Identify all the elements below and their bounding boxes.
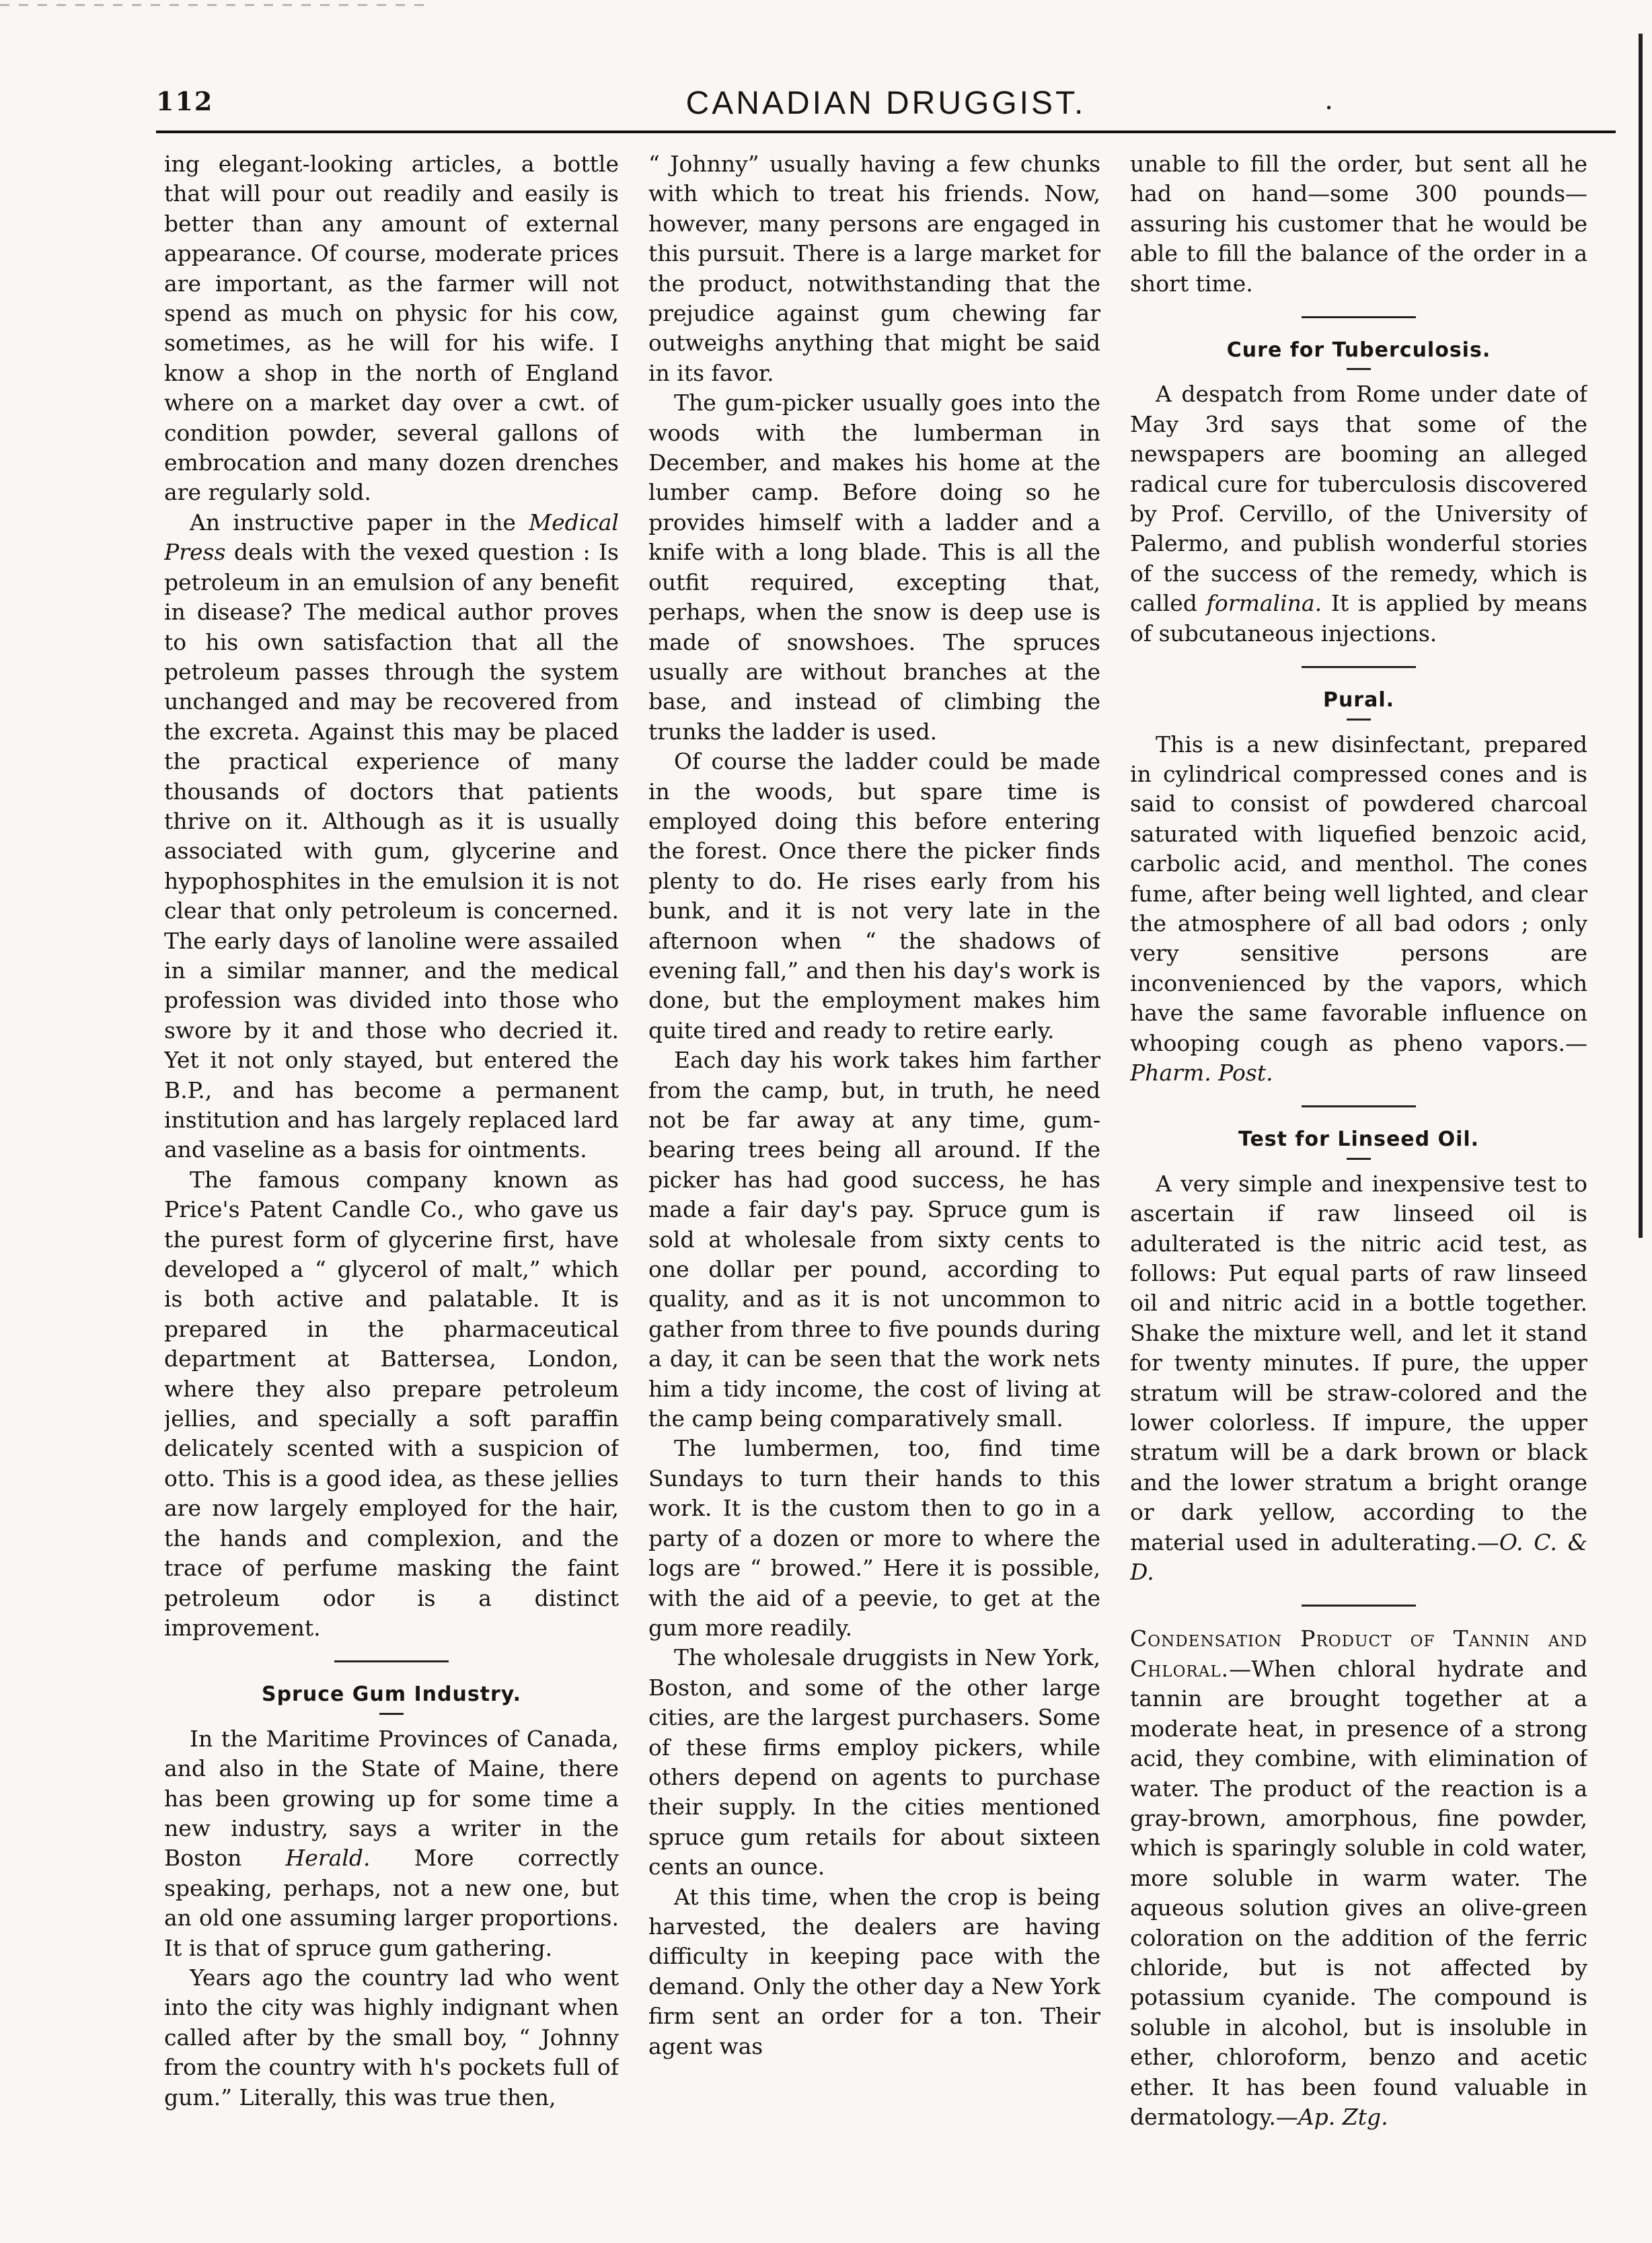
source-citation: Ap. Ztg. bbox=[1298, 2103, 1388, 2130]
italic-term: formalina. bbox=[1206, 590, 1322, 617]
text-run: A despatch from Rome under date of May 3rd says that some of the newspapers are booming an alleged radical cure for tuberculosis discovered by Prof. Cervillo, of the University of Palermo, and publish wonderful stories of the success of the remedy, which is called bbox=[1130, 381, 1587, 617]
paragraph bbox=[1130, 1169, 1587, 1588]
paragraph: At this time, when the crop is being harvested, the dealers are having difficulty in keeping pace with the demand. Only the other day a New York firm sent an order for a ton. Their agent was bbox=[648, 1883, 1100, 2059]
section-heading: Cure for Tuberculosis. bbox=[1226, 338, 1491, 363]
page-header bbox=[156, 85, 1616, 133]
section-divider bbox=[1302, 1105, 1416, 1107]
running-head: CANADIAN DRUGGIST. bbox=[685, 85, 1086, 121]
page-number: 112 bbox=[156, 86, 214, 116]
paragraph: Years ago the country lad who went into the city was highly indignant when called after by the small boy, “ Johnny from the country with h's pockets full of gum.” Literally, this was true then, bbox=[164, 1964, 619, 2110]
heading-rule bbox=[379, 1713, 404, 1715]
section-heading: Pural. bbox=[1322, 688, 1395, 712]
section-divider bbox=[334, 1660, 449, 1662]
text-run: More correctly speaking, perhaps, not a new one, but an old one assuming larger proportions. It is that of spruce gum gathering. bbox=[164, 1845, 619, 1961]
paragraph: ing elegant-looking articles, a bottle that will pour out readily and easily is better than any amount of external appearance. Of course, moderate prices are important, as the farmer will not spend as much on physic for his cow, sometimes, as he will for his wife. I know a shop in the north of England where on a market day over a cwt. of condition powder, several gallons of embrocation and many dozen drenches are regularly sold. bbox=[164, 151, 619, 506]
source-citation: O. C. & D. bbox=[1130, 1529, 1587, 1586]
header-rule bbox=[156, 131, 1616, 133]
paragraph: The lumbermen, too, find time Sundays to turn their hands to this work. It is the custom then to go in a party of a dozen or more to where the logs are “ browed.” Here it is possible, with the aid of a peevie, to get at the gum more readily. bbox=[648, 1435, 1100, 1641]
paragraph: “ Johnny” usually having a few chunks with which to treat his friends. Now, however, many persons are engaged in this pursuit. There is a large market for the product, notwithstanding that the prejudice against gum chewing far outweighs anything that might be said in its favor. bbox=[648, 151, 1100, 386]
heading-rule bbox=[1347, 368, 1371, 370]
text-run: —When chloral hydrate and tannin are brought together at a moderate heat, in presence of a strong acid, they combine, with elimination of water. The product of the reaction is a gray-brown, amorphous, fine powder, which is sparingly soluble in cold water, more soluble in warm water. The aqueous solution gives an olive-green coloration on the addition of the ferric chloride, but is not affected by potassium cyanide. The compound is soluble in alcohol, but is insoluble in ether, chloroform, benzo and acetic ether. It has been found valuable in dermatology.— bbox=[1130, 1655, 1587, 2130]
paragraph: The gum-picker usually goes into the woods with the lumberman in December, and makes his home at the lumber camp. Before doing so he provides himself with a ladder and a knife with a long blade. This is all the outfit required, excepting that, perhaps, when the snow is deep use is made of snowshoes. The spruces usually are without branches at the base, and instead of climbing the trunks the ladder is used. bbox=[648, 390, 1100, 745]
heading-rule bbox=[1347, 1158, 1371, 1160]
paragraph: Each day his work takes him farther from the camp, but, in truth, he need not be far away at any time, gum-bearing trees being all around. If the picker has had good success, he has made a fair day's pay. Spruce gum is sold at wholesale from sixty cents to one dollar per pound, according to quality, and as it is not uncommon to gather from three to five pounds during a day, it can be seen that the work nets him a tidy income, the cost of living at the camp being comparatively small. bbox=[648, 1047, 1100, 1432]
heading-rule bbox=[1347, 719, 1371, 721]
paragraph bbox=[1130, 730, 1587, 1089]
paragraph bbox=[164, 1724, 619, 1963]
column-3 bbox=[1130, 149, 1587, 2208]
header-mark: . bbox=[1324, 85, 1333, 116]
publication-name: Herald. bbox=[285, 1845, 371, 1872]
source-citation: Pharm. Post. bbox=[1130, 1059, 1273, 1086]
scan-noise bbox=[0, 4, 430, 6]
paragraph bbox=[164, 508, 619, 1165]
paragraph: The wholesale druggists in New York, Boston, and some of the other large cities, are the largest purchasers. Some of these firms employ pickers, while others depend on agents to purchase their supply. In the cities mentioned spruce gum retails for about sixteen cents an ounce. bbox=[648, 1644, 1100, 1880]
text-run: deals with the vexed question : Is petroleum in an emulsion of any benefit in disease? The medical author proves to his own satisfaction that all the petroleum passes through the system unchanged and may be recovered from the excreta. Against this may be placed the practical experience of many thousands of doctors that patients thrive on it. Although as it is usually associated with gum, glycerine and hypophosphites in the emulsion it is not clear that only petroleum is concerned. The early days of lanoline were assailed in a similar manner, and the medical profession was divided into those who swore by it and those who decried it. Yet it not only stayed, but entered the B.P., and has become a permanent institution and has largely replaced lard and vaseline as a basis for ointments. bbox=[164, 539, 619, 1163]
column-2 bbox=[648, 149, 1100, 2208]
section-divider bbox=[1302, 1605, 1416, 1607]
section-heading: Spruce Gum Industry. bbox=[261, 1683, 522, 1707]
text-run: This is a new disinfectant, prepared in cylindrical compressed cones and is said to consist of powdered charcoal saturated with liquefied benzoic acid, carbolic acid, and menthol. The cones fume, after being well lighted, and clear the atmosphere of all bad odors ; only very sensitive persons are inconvenienced by the vapors, which have the same favorable influence on whooping cough as pheno vapors.— bbox=[1130, 731, 1587, 1056]
run-in-heading: Condensation Product of Tannin and Chloral. bbox=[1130, 1625, 1587, 1682]
text-run: An instructive paper in the bbox=[190, 509, 529, 536]
page-edge-bar bbox=[1639, 34, 1643, 1238]
paragraph bbox=[1130, 379, 1587, 649]
text-run: A very simple and inexpensive test to ascertain if raw linseed oil is adulterated is the nitric acid test, as follows: Put equal parts of raw linseed oil and nitric acid in a bottle together. Shake the mixture well, and let it stand for twenty minutes. If pure, the upper stratum will be straw-colored and the lower colorless. If impure, the upper stratum will be a dark brown or black and the lower stratum a bright orange or dark yellow, according to the material used in adulterating.— bbox=[1130, 1170, 1587, 1555]
paragraph: unable to fill the order, but sent all he had on hand—some 300 pounds—assuring his customer that he would be able to fill the balance of the order in a short time. bbox=[1130, 151, 1587, 297]
text-run: In the Maritime Provinces of Canada, and also in the State of Maine, there has been growing up for some time a new industry, says a writer in the Boston bbox=[164, 1725, 619, 1872]
section-divider bbox=[1302, 666, 1416, 668]
paragraph: The famous company known as Price's Patent Candle Co., who gave us the purest form of glycerine first, have developed a “ glycerol of malt,” which is both active and palatable. It is prepared in the pharmaceutical department at Battersea, London, where they also prepare petroleum jellies, and specially a soft paraffin delicately scented with a suspicion of otto. This is a good idea, as these jellies are now largely employed for the hair, the hands and complexion, and the trace of perfume masking the faint petroleum odor is a distinct improvement. bbox=[164, 1166, 619, 1641]
paragraph: Of course the ladder could be made in the woods, but spare time is employed doing this before entering the forest. Once there the picker finds plenty to do. He rises early from his bunk, and it is not very late in the afternoon when “ the shadows of evening fall,” and then his day's work is done, but the employment makes him quite tired and ready to retire early. bbox=[648, 748, 1100, 1043]
section-divider bbox=[1302, 316, 1416, 318]
section-heading: Test for Linseed Oil. bbox=[1238, 1128, 1480, 1152]
column-1 bbox=[164, 149, 619, 2208]
text-run: It is applied by means of subcutaneous injections. bbox=[1130, 590, 1587, 647]
publication-name: Medical Press bbox=[164, 509, 619, 566]
paragraph bbox=[1130, 1624, 1587, 2132]
